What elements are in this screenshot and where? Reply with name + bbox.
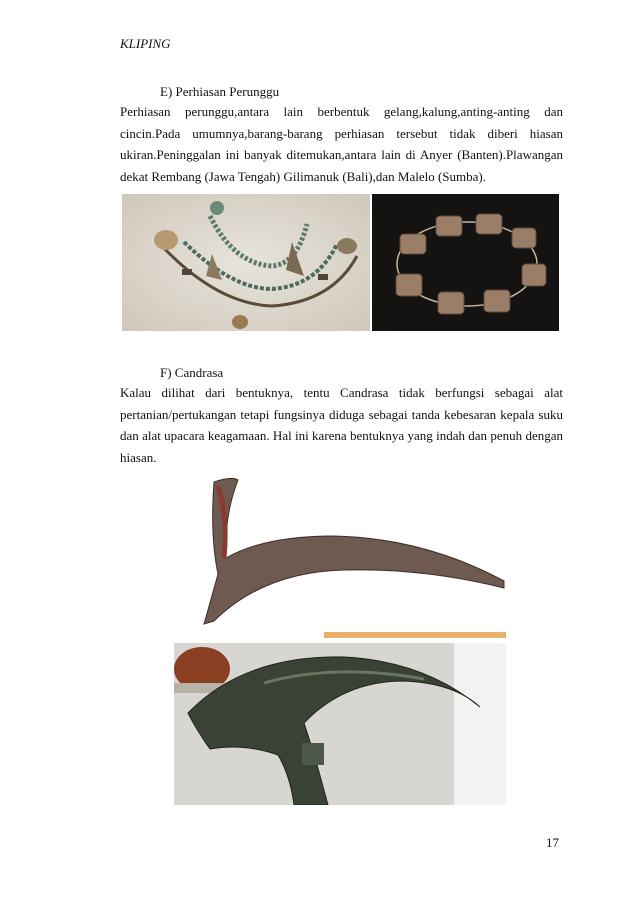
bronze-bracelet-photo: [372, 194, 559, 331]
section-heading-candrasa: F) Candrasa: [160, 365, 224, 380]
bronze-necklace-photo: [122, 194, 370, 331]
paragraph-perhiasan-perunggu: Perhiasan perunggu,antara lain berbentuk gelang,kalung,anting-anting dan cincin.Pada umumnya,barang-barang perhiasan tersebut tidak diberi hiasan ukiran.Peninggalan ini banyak ditemukan,antara lain di Anyer (Banten).Plawangan dekat Rembang (Jawa Tengah) Gilimanuk (Bali),dan Malelo (Sumba).: [120, 104, 563, 184]
page-number: 17: [546, 835, 559, 850]
section-heading-perhiasan-perunggu: E) Perhiasan Perunggu: [160, 84, 280, 99]
paragraph-candrasa: Kalau dilihat dari bentuknya, tentu Candrasa tidak berfungsi sebagai alat pertanian/pertukangan tetapi fungsinya diduga sebagai tanda kebesaran kepala suku dan alat upacara keagamaan. Hal ini karena bentuknya yang indah dan penuh dengan hiasan.: [120, 385, 563, 465]
candrasa-photo-1: [174, 476, 506, 638]
candrasa-photo-2: [174, 643, 506, 805]
document-header: KLIPING: [120, 36, 171, 51]
